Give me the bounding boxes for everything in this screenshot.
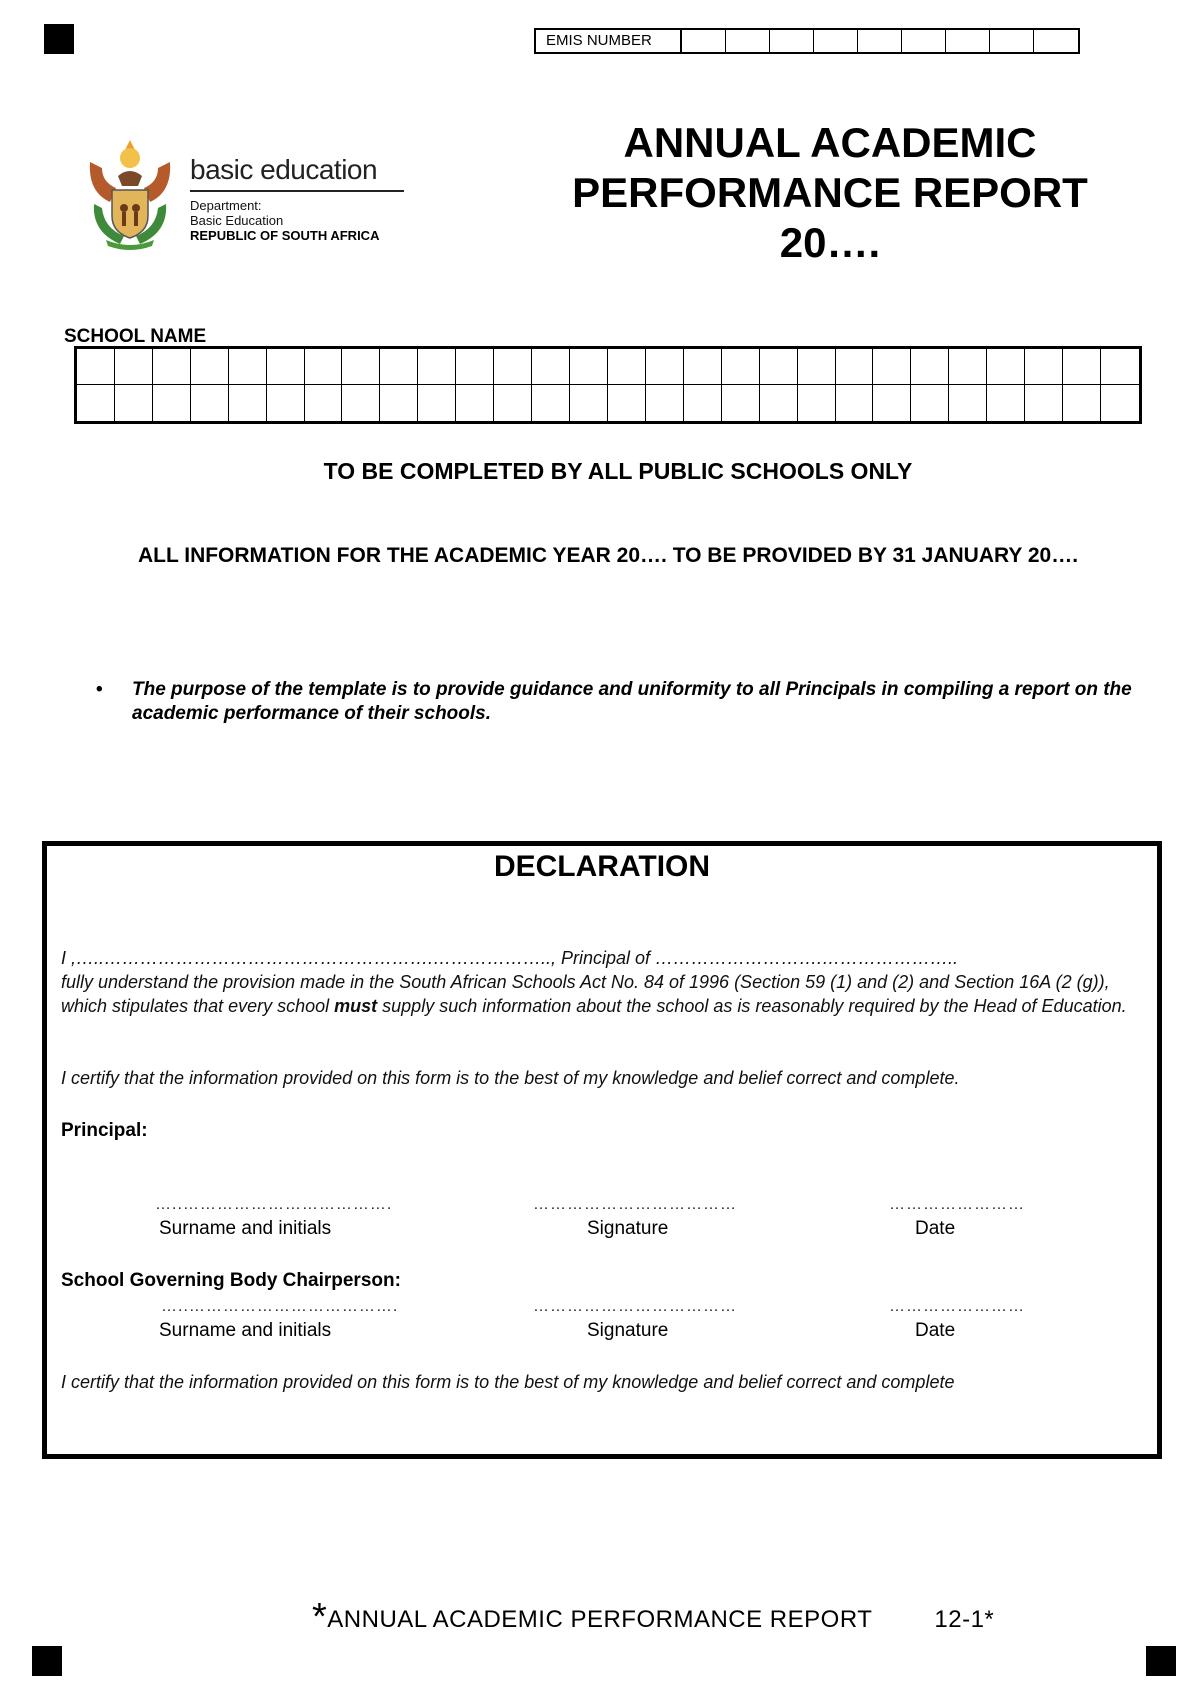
school-name-cell[interactable]: [1101, 349, 1139, 385]
school-name-cell[interactable]: [798, 349, 836, 385]
footer-code: 12-1*: [934, 1606, 995, 1633]
school-name-cell[interactable]: [456, 385, 494, 421]
emis-cells: [682, 30, 1078, 52]
department-label: Department:: [190, 198, 262, 213]
school-name-cell[interactable]: [1063, 349, 1101, 385]
registration-mark-top-left: [44, 24, 74, 54]
department-brand: [190, 154, 404, 244]
school-name-cell[interactable]: [342, 349, 380, 385]
school-name-cell[interactable]: [873, 349, 911, 385]
sgb-surname-caption: Surname and initials: [159, 1320, 332, 1341]
principal-surname-field[interactable]: …..……………………………….: [155, 1196, 393, 1213]
principal-label: Principal:: [61, 1120, 148, 1141]
title-line-3: 20….: [779, 219, 881, 266]
school-name-cell[interactable]: [949, 385, 987, 421]
school-name-grid[interactable]: [74, 346, 1142, 424]
declaration-title: DECLARATION: [493, 850, 711, 883]
school-name-cell[interactable]: [191, 385, 229, 421]
school-name-cell[interactable]: [153, 349, 191, 385]
school-name-cell[interactable]: [798, 385, 836, 421]
school-name-cell[interactable]: [153, 385, 191, 421]
sgb-date-field[interactable]: ……………………: [889, 1298, 1025, 1315]
school-name-cell[interactable]: [1025, 385, 1063, 421]
school-name-cell[interactable]: [115, 385, 153, 421]
brand-name: basic education: [190, 154, 378, 185]
declaration-body: [61, 970, 1147, 1018]
school-name-cell[interactable]: [1025, 349, 1063, 385]
school-name-cell[interactable]: [77, 385, 115, 421]
principal-date-caption: Date: [915, 1218, 956, 1239]
title-line-2: PERFORMANCE REPORT: [572, 169, 1088, 216]
school-name-cell[interactable]: [760, 349, 798, 385]
school-name-cell[interactable]: [646, 385, 684, 421]
school-name-cell[interactable]: [570, 349, 608, 385]
school-name-cell[interactable]: [987, 349, 1025, 385]
declaration-statement: [61, 946, 1147, 1018]
principal-date-field[interactable]: ……………………: [889, 1196, 1025, 1213]
school-name-cell[interactable]: [532, 385, 570, 421]
school-name-cell[interactable]: [115, 349, 153, 385]
school-name-label: SCHOOL NAME: [64, 326, 207, 347]
school-name-cell[interactable]: [380, 349, 418, 385]
report-title: [540, 118, 1120, 268]
bullet-icon: •: [96, 679, 103, 700]
school-name-cell[interactable]: [267, 349, 305, 385]
school-name-cell[interactable]: [229, 349, 267, 385]
footer-text: ANNUAL ACADEMIC PERFORMANCE REPORT: [327, 1606, 873, 1633]
school-name-cell[interactable]: [836, 385, 874, 421]
declaration-text-a: fully understand the provision made in the South African Schools Act No. 84 of 1996 (Section 59 (1) and (2) and Section 16A (2 (g)), which stipulates that every school: [61, 972, 1110, 1016]
deadline-notice: ALL INFORMATION FOR THE ACADEMIC YEAR 20…. TO BE PROVIDED BY 31 JANUARY 20….: [137, 544, 1079, 567]
purpose-text: The purpose of the template is to provide guidance and uniformity to all Principals in compiling a report on the academic performance of their schools.: [132, 679, 1132, 724]
title-line-1: ANNUAL ACADEMIC: [623, 119, 1037, 166]
school-name-cell[interactable]: [342, 385, 380, 421]
school-name-cell[interactable]: [987, 385, 1025, 421]
school-name-cell[interactable]: [570, 385, 608, 421]
sgb-date-caption: Date: [915, 1320, 956, 1341]
school-name-cell[interactable]: [380, 385, 418, 421]
school-name-cell[interactable]: [911, 385, 949, 421]
coat-of-arms-logo: [80, 132, 180, 252]
emis-number-field: [534, 28, 1080, 54]
certify-statement-2: I certify that the information provided on this form is to the best of my knowledge and belief correct and complete: [61, 1372, 955, 1392]
school-name-cell[interactable]: [760, 385, 798, 421]
country-name: REPUBLIC OF SOUTH AFRICA: [190, 228, 380, 243]
school-name-cell[interactable]: [608, 349, 646, 385]
declaration-principal-line[interactable]: I ,…..……………………………………………….……………….., Principal of ……………………….…………………..: [61, 948, 959, 968]
page-footer: [312, 1596, 994, 1639]
school-name-cell[interactable]: [494, 385, 532, 421]
sgb-signature-caption: Signature: [587, 1320, 669, 1341]
sgb-signature-field[interactable]: ………………………………: [533, 1298, 737, 1315]
school-name-cell[interactable]: [191, 349, 229, 385]
school-name-cell[interactable]: [722, 349, 760, 385]
brand-rule: [190, 190, 404, 192]
principal-signature-caption: Signature: [587, 1218, 669, 1239]
emis-cell[interactable]: [858, 30, 902, 52]
school-name-cell[interactable]: [532, 349, 570, 385]
registration-mark-bottom-right: [1146, 1646, 1176, 1676]
registration-mark-bottom-left: [32, 1646, 62, 1676]
emis-cell[interactable]: [814, 30, 858, 52]
public-schools-notice: TO BE COMPLETED BY ALL PUBLIC SCHOOLS ONLY: [323, 458, 913, 484]
school-name-cell[interactable]: [949, 349, 987, 385]
emis-cell[interactable]: [770, 30, 814, 52]
emis-cell[interactable]: [946, 30, 990, 52]
school-name-cell[interactable]: [418, 385, 456, 421]
principal-signature-field[interactable]: ………………………………: [533, 1196, 737, 1213]
school-name-cell[interactable]: [305, 349, 343, 385]
emis-label: EMIS NUMBER: [536, 30, 682, 52]
certify-statement-1: I certify that the information provided on this form is to the best of my knowledge and belief correct and complete.: [61, 1068, 960, 1088]
school-name-cell[interactable]: [608, 385, 646, 421]
declaration-must: must: [334, 996, 378, 1016]
school-name-cell[interactable]: [873, 385, 911, 421]
school-name-cell[interactable]: [836, 349, 874, 385]
sgb-surname-field[interactable]: …..……………………………….: [161, 1298, 399, 1315]
emis-cell[interactable]: [902, 30, 946, 52]
emis-cell[interactable]: [990, 30, 1034, 52]
school-name-cell[interactable]: [1063, 385, 1101, 421]
school-name-cell[interactable]: [77, 349, 115, 385]
school-name-cell[interactable]: [305, 385, 343, 421]
emis-cell[interactable]: [726, 30, 770, 52]
emis-cell[interactable]: [682, 30, 726, 52]
school-name-cell[interactable]: [684, 385, 722, 421]
school-name-cell[interactable]: [684, 349, 722, 385]
school-name-cell[interactable]: [418, 349, 456, 385]
school-name-cell[interactable]: [722, 385, 760, 421]
school-name-cell[interactable]: [1101, 385, 1139, 421]
purpose-note: [96, 678, 1156, 726]
school-name-cell[interactable]: [494, 349, 532, 385]
school-name-cell[interactable]: [267, 385, 305, 421]
footer-star-icon: *: [312, 1596, 328, 1638]
school-name-cell[interactable]: [456, 349, 494, 385]
school-name-cell[interactable]: [229, 385, 267, 421]
declaration-box: [42, 841, 1162, 1459]
sgb-chairperson-label: School Governing Body Chairperson:: [61, 1270, 401, 1291]
declaration-text-b: supply such information about the school as is reasonably required by the Head of Education.: [377, 996, 1127, 1016]
principal-surname-caption: Surname and initials: [159, 1218, 332, 1239]
emis-cell[interactable]: [1034, 30, 1078, 52]
school-name-cell[interactable]: [911, 349, 949, 385]
school-name-cell[interactable]: [646, 349, 684, 385]
department-name: Basic Education: [190, 213, 284, 228]
